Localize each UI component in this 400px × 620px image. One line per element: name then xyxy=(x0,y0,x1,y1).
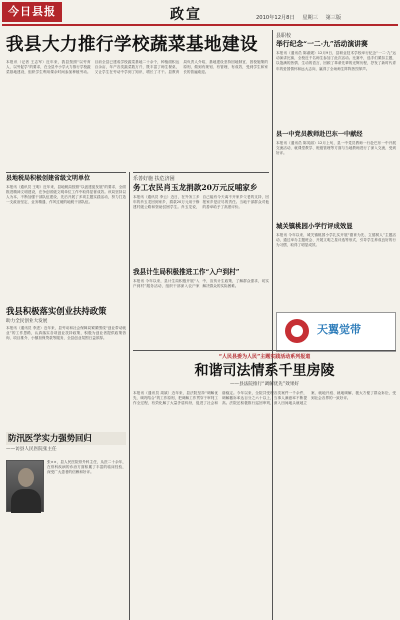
left-col1-title: 县地税局积极创建省级文明单位 xyxy=(6,174,91,182)
center-mid-article xyxy=(133,172,269,269)
ad-logo-sub: 觉带 xyxy=(339,323,361,336)
advertisement xyxy=(276,312,396,352)
page-text: 第三版 xyxy=(325,15,342,21)
lead-headline: 我县大力推行学校蔬菜基地建设 xyxy=(6,35,258,55)
left-col-article-3 xyxy=(6,432,126,475)
right-top-article xyxy=(276,32,396,135)
right-top-kicker: 县职校 xyxy=(276,33,292,39)
right-low-body: 本报讯 今年以来，城关镇桃园小学扎实开展“德育为先、立德树人”主题活动，通过举办主题班会、开展文明之星评选等形式，引导学生养成良好的行为习惯，取得了明显成效。 xyxy=(276,233,396,248)
right-top-title: 举行纪念“一二·九”活动演讲赛 xyxy=(276,40,368,48)
right-top-body: 本报讯（通讯员 陈淑媛）12月9日，县职业技术学校举行纪念“一二·九”运动演讲比赛，全校近千名师生参加了此次活动。比赛中，选手们紧扣主题，以饱满的热情、生动的语言，回顾了革命先辈的光辉历程，抒发了新时代青年的爱国情怀和远大志向，赢得了全场师生阵阵热烈掌声。 xyxy=(276,51,396,71)
left-col1-body: 本报讯（通讯员 王明）近年来，县地税局按照“以创建促发展”的要求，全面推进精神文明建设，在争创省级文明单位工作中取得显著成效。该局坚持以人为本，不断加强干部队伍建设，先后开展了多项主题实践活动，努力打造一支政治坚定、业务精通、作风过硬的地税干部队伍。 xyxy=(6,184,126,205)
center-mid-kicker: 乐善好施 扶危济困 xyxy=(133,175,175,182)
bottom-subtitle: ——县法院推行“调解优先”效果好 xyxy=(229,381,300,387)
issue-date xyxy=(256,14,341,21)
left-col2-subtitle: 助力全民创业大发展 xyxy=(6,319,48,324)
right-low-article xyxy=(276,222,396,311)
center-low-article xyxy=(133,268,269,333)
masthead xyxy=(0,0,400,26)
left-col2-body: 本报讯（通讯员 李进）近年来，县劳动和社会保障局紧紧围绕“创业带动就业”的工作思路，认真落实各项创业扶持政策，积极为创业者提供政策咨询、项目推介、小额担保贷款等服务，全县创业氛围日益浓厚。 xyxy=(6,326,126,341)
left-col-article-1 xyxy=(6,172,126,303)
paper-name-logo: 今日县报 xyxy=(2,2,62,22)
bottom-body: 本报讯（通讯员 周斌）近年来，县法院坚持“调解优先、调判结合”的工作原则，把调解工作贯穿于审判工作全过程，有效化解了大量矛盾纠纷，促进了社会和谐稳定。今年以来，全院共受理各类案件一千余件，调解撤诉率达百分之六十以上，当事人满意率不断提高。法院还积极推行巡回审判，深入田间地头就地立案、就地开庭、就地调解，极大方便了群众诉讼，受到社会各界的一致好评。 xyxy=(133,390,396,406)
left-col3-body: 张××，县人民医院骨外科主任，从医二十余年，在骨科疾病的诊治方面积累了丰富的临床经验，深受广大患者的信赖和好评。 xyxy=(47,460,126,475)
center-mid-title: 务工农民肖玉龙捐款20万元反哺家乡 xyxy=(133,182,258,192)
masthead-rule xyxy=(2,24,398,26)
ad-logo-text xyxy=(317,321,361,337)
section-label: 政宣 xyxy=(170,7,202,23)
portrait-photo xyxy=(6,460,44,512)
center-low-title: 我县计生局积极推进工作“入户到村” xyxy=(133,268,240,276)
right-mid-body: 本报讯（通讯员 陈英丽）12月上旬，县一中党员教师一行赴巴东一中开展交流活动，就课堂教学、班级管理等方面与当地教师进行了深入交流，受到好评。 xyxy=(276,141,396,156)
weekday-text: 星期三 xyxy=(302,15,318,21)
bottom-topline xyxy=(133,350,396,351)
left-col2-title: 我县积极落实创业扶持政策 xyxy=(6,306,107,316)
center-mid-body: 本报讯（通讯员 李云）近日，在外务工多年的肖玉龙回到家乡，捐款20万元用于修建村级公路和资助贫困学生。肖玉龙说，自己能有今天离不开家乡父老的支持，回报家乡是应尽的责任。当地干部群众对他的善举给予了高度评价。 xyxy=(133,194,269,209)
left-col3-subtitle: ——访县人民医院张主任 xyxy=(6,447,57,452)
portrait-shoulders xyxy=(11,489,41,513)
right-mid-article xyxy=(276,130,396,221)
portrait-face xyxy=(18,468,34,487)
white-ring xyxy=(291,325,303,337)
left-col-article-2 xyxy=(6,306,126,432)
ad-logo-main: 天翼 xyxy=(317,323,339,336)
left-col1-topline xyxy=(6,172,126,173)
right-low-title: 城关镇桃园小学行评成效显 xyxy=(276,222,353,230)
lead-article-body: 本报讯（记者 王志军）近年来，我县按照“以劳育人、以劳促学”的要求，在全县中小学大力推行学校蔬菜基地建设，组织学生利用课余时间参加种植劳动。目前全县已建成学校蔬菜基地二十余个，种植面积达百余亩，年产各类蔬菜数万斤，既丰富了师生餐桌，又让学生在劳动中学到了知识、增长了才干。县教育局负责人介绍，基地建设坚持因地制宜、因校施策的原则，做到有规划、有管理、有成效，受到学生和家长的普遍欢迎。 xyxy=(6,60,268,75)
bottom-title: 和谐司法情系千里房陵 xyxy=(194,362,335,379)
bottom-feature xyxy=(133,350,396,620)
right-mid-title: 县一中党员教师赴巴东一中献经 xyxy=(276,131,363,138)
center-low-body: 本报讯 今年以来，县计生局积极开展“入户到村”服务活动，组织干部深入农户家中，宣传计生政策，了解群众需求，切实解决群众的实际困难。 xyxy=(133,279,269,289)
center-mid-topline xyxy=(133,172,269,173)
left-col3-title: 防汛医学实力强势回归 xyxy=(6,432,126,445)
bottom-kicker: “人民县委为人民”主题实践活动系列报道 xyxy=(218,353,311,360)
center-left-divider xyxy=(129,172,130,620)
date-text: 2010年12月8日 xyxy=(256,15,295,21)
